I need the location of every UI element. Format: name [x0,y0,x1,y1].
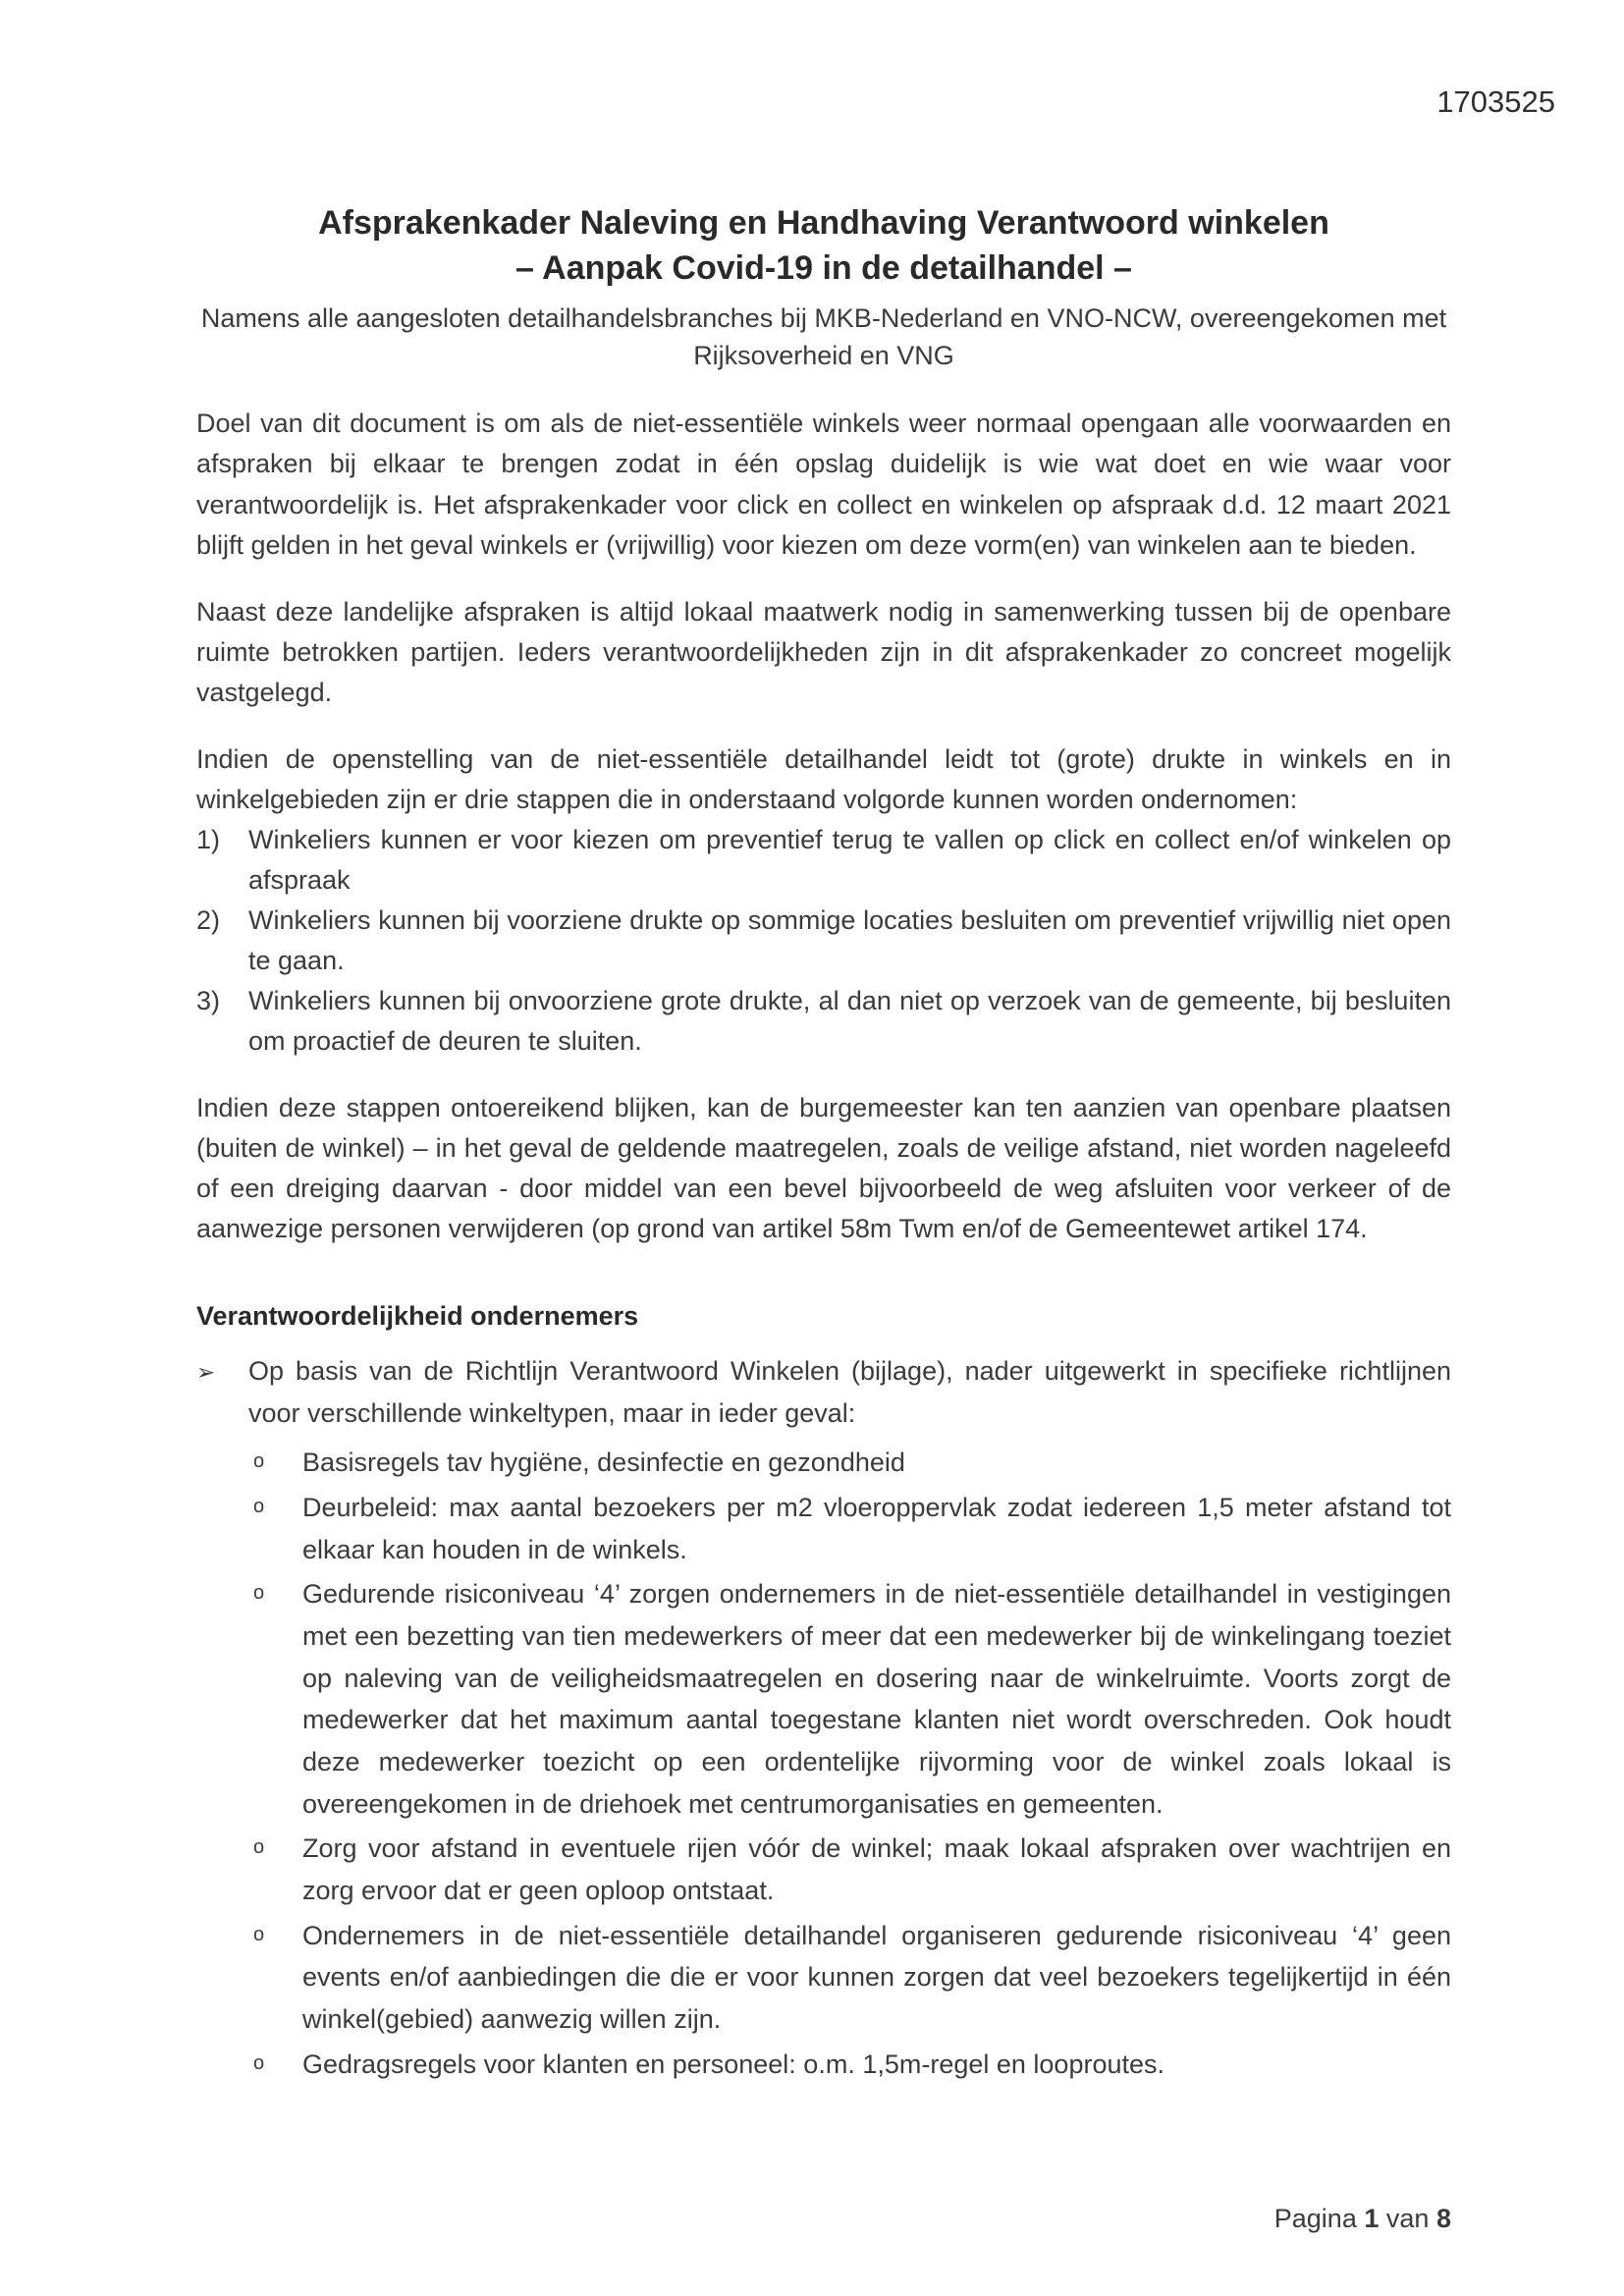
paragraph-burgemeester: Indien deze stappen ontoereikend blijken, kan de burgemeester kan ten aanzien van openbare plaatsen (buiten de winkel) – in het geval de geldende maatregelen, zoals de veilige afstand, niet worden nageleefd of een dreiging daarvan - door middel van een bevel bijvoorbeeld de weg afsluiten voor verkeer of de aanwezige personen verwijderen (op grond van artikel 58m Twm en/of de Gemeentewet artikel 174. [196,1092,1451,1243]
sub-bullet-item-5 [253,1915,1451,2041]
circle-bullet-icon: o [253,1582,265,1605]
numbered-list-marker-3: 3) [196,985,221,1015]
sub-bullet-item-4 [253,1828,1451,1911]
document-header [196,201,1451,374]
paragraph-lokaal-maatwerk: Naast deze landelijke afspraken is altijd lokaal maatwerk nodig in samenwerking tussen bij de openbare ruimte betrokken partijen. Ieders verantwoordelijkheden zijn in dit afsprakenkader zo concreet mogelijk vastgelegd. [196,596,1451,707]
sub-bullet-text-1: Basisregels tav hygiëne, desinfectie en gezondheid [302,1448,905,1478]
numbered-list-item-2 [196,901,1451,981]
paragraph-doel: Doel van dit document is om als de niet-essentiële winkels weer normaal opengaan alle voorwaarden en afspraken bij elkaar te brengen zodat in één opslag duidelijk is wie wat doet en wie waar voor verantwoordelijk is. Het afsprakenkader voor click en collect en winkelen op afspraak d.d. 12 maart 2021 blijft gelden in het geval winkels er (vrijwillig) voor kiezen om deze vorm(en) van winkelen aan te bieden. [196,409,1451,560]
numbered-list-text-3: Winkeliers kunnen bij onvoorziene grote drukte, al dan niet op verzoek van de gemeente, bij besluiten om proactief de deuren te sluiten. [248,985,1451,1056]
circle-bullet-icon: o [253,2051,265,2074]
footer-label-middle: van [1385,2203,1430,2233]
footer-total-pages: 8 [1435,2203,1451,2233]
sub-bullet-text-5: Ondernemers in de niet-essentiële detailhandel organiseren gedurende risiconiveau ‘4’ geen events en/of aanbiedingen die die er voor kunnen zorgen dat veel bezoekers tegelijkertijd in één winkel(gebied) aanwezig willen zijn. [302,1920,1451,2034]
numbered-list-marker-1: 1) [196,824,221,854]
numbered-list [196,820,1451,1062]
numbered-list-item-3 [196,981,1451,1062]
numbered-list-text-1: Winkeliers kunnen er voor kiezen om preventief terug te vallen op click en collect en/of winkelen op afspraak [248,824,1451,895]
numbered-list-marker-2: 2) [196,904,221,935]
sub-bullet-text-4: Zorg voor afstand in eventuele rijen vóór de winkel; maak lokaal afspraken over wachtrijen en zorg ervoor dat er geen oploop ontstaat. [302,1833,1451,1905]
circle-bullet-icon: o [253,1496,265,1518]
numbered-list-item-1 [196,820,1451,901]
document-subtitle: Namens alle aangesloten detailhandelsbranches bij MKB-Nederland en VNO-NCW, overeengekomen met Rijksoverheid en VNG [200,302,1447,371]
sub-bullet-text-6: Gedragsregels voor klanten en personeel: o.m. 1,5m-regel en looproutes. [302,2049,1165,2079]
paragraph-drie-stappen-intro: Indien de openstelling van de niet-essentiële detailhandel leidt tot (grote) drukte in winkels en in winkelgebieden zijn er drie stappen die in onderstaand volgorde kunnen worden ondernomen: [196,743,1451,814]
section-heading-verantwoordelijkheid: Verantwoordelijkheid ondernemers [196,1301,639,1332]
sub-bullet-text-3: Gedurende risiconiveau ‘4’ zorgen ondernemers in de niet-essentiële detailhandel in vestigingen met een bezetting van tien medewerkers of meer dat een medewerker bij de winkelingang toeziet op naleving van de veiligheidsmaatregelen en dosering naar de winkelruimte. Voorts zorgt de medewerker dat het maximum aantal toegestane klanten niet wordt overschreden. Ook houdt deze medewerker toezicht op een ordentelijke rijvorming voor de winkel zoals lokaal is overeengekomen in de driehoek met centrumorganisaties en gemeenten. [302,1579,1451,1819]
document-number: 1703525 [1436,84,1555,119]
lead-bullet-text: Op basis van de Richtlijn Verantwoord Winkelen (bijlage), nader uitgewerkt in specifieke richtlijnen voor verschillende winkeltypen, maar in ieder geval: [248,1356,1451,1428]
page-footer [1274,2199,1451,2239]
numbered-list-text-2: Winkeliers kunnen bij voorziene drukte op sommige locaties besluiten om preventief vrijwillig niet open te gaan. [248,904,1451,975]
sub-bullet-list [253,1442,1451,2085]
title-line-1: Afsprakenkader Naleving en Handhaving Verantwoord winkelen [318,204,1329,242]
circle-bullet-icon: o [253,1923,265,1945]
sub-bullet-item-2 [253,1487,1451,1570]
lead-bullet-item [196,1350,1451,1434]
footer-label-prefix: Pagina [1273,2203,1357,2233]
arrow-bullet-icon: ➢ [196,1359,216,1386]
footer-page-number: 1 [1364,2203,1380,2233]
title-line-2: – Aanpak Covid-19 in de detailhandel – [515,248,1132,287]
sub-bullet-item-1 [253,1442,1451,1484]
circle-bullet-icon: o [253,1450,265,1473]
sub-bullet-item-6 [253,2044,1451,2086]
sub-bullet-item-3 [253,1573,1451,1825]
circle-bullet-icon: o [253,1836,265,1859]
document-title [196,201,1451,292]
sub-bullet-text-2: Deurbeleid: max aantal bezoekers per m2 vloeroppervlak zodat iedereen 1,5 meter afstand tot elkaar kan houden in de winkels. [302,1493,1451,1564]
